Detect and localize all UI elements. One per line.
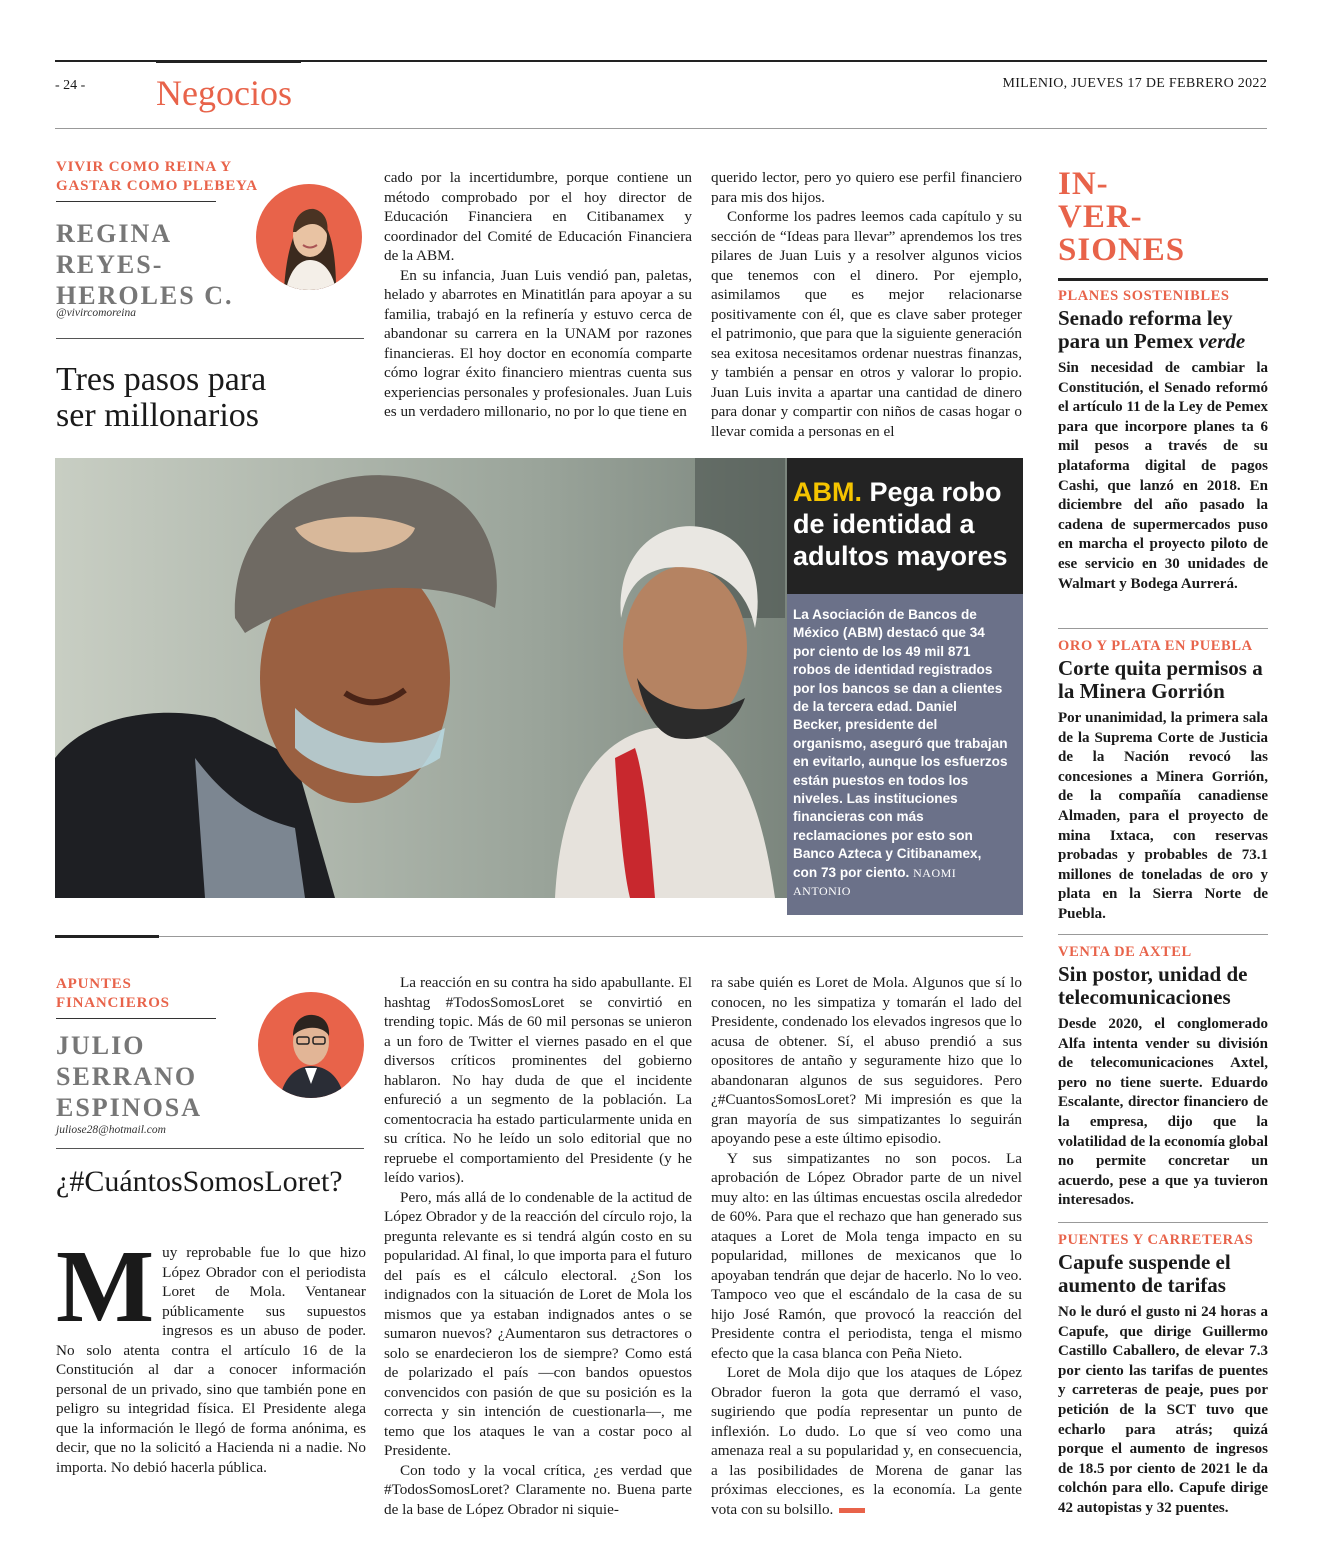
article-headline: Tres pasos para ser millonarios xyxy=(56,361,267,434)
photo-credit: NAOMI ANTONIO xyxy=(793,865,957,899)
article-column-2 xyxy=(711,168,1022,438)
rail-title: IN- VER- SIONES xyxy=(1058,166,1186,268)
author-avatar xyxy=(258,992,364,1098)
header-rule xyxy=(55,128,1267,129)
paragraph: En su infancia, Juan Luis vendió pan, paletas, helado y abarrotes en Minatitlán para apoyar a su familia, trabajó en la refinería y estuvo cerca de abandonar su carrera en la UNAM por razones financieras. El hoy doctor en economía comparte cómo lograr éxito financiero mientras cuenta sus experiencias personales y profesionales. Juan Luis es un verdadero millonario, no por lo que tiene en xyxy=(384,266,692,420)
rail-rule xyxy=(1058,934,1268,935)
rail-item: PLANES SOSTENIBLES Senado reforma ley para un Pemex verde Sin necesidad de cambiar la Constitución, el Senado reformó el artículo 11 de la Ley de Pemex para que incorpore planes ta 6 mil pesos a través de su plataforma digital de pagos Cashi, que lanzó en 2018. En diciembre del año pasado la cadena de supermercados puso en marcha el proyecto piloto de ese servicio en 30 unidades de Walmart y Bodega Aurrerá. xyxy=(1058,288,1268,592)
kicker-rule xyxy=(56,201,216,202)
drop-cap: M xyxy=(56,1243,155,1344)
paragraph: La reacción en su contra ha sido apabullante. El hashtag #TodosSomosLoret se convirtió en trending topic. Más de 60 mil personas se unieron a un foro de Twitter el viernes pasado en el que diversos críticos prominentes del gobierno hablaron. No hay duda de que el incidente enfureció a un segmento de la población. La comentocracia ha estado particularmente unida en su crítica. No he leído un solo editorial que no repruebe el comportamiento del Presidente (y he leído varios). xyxy=(384,974,692,1186)
rail-item: VENTA DE AXTEL Sin postor, unidad de telecomunicaciones Desde 2020, el conglomerado Alfa intenta vender su división de telecomunicaciones Axtel, pero no tiene suerte. Eduardo Escalante, director financiero de la empresa, dijo que la volatilidad de la economía global no permite concretar un acuerdo, pese a que ya tuvieron interesados. xyxy=(1058,944,1268,1209)
paragraph: Y sus simpatizantes no son pocos. La aprobación de López Obrador parte de un nivel muy alto: en las últimas encuestas oscila alrededor de 60%. Para que el rechazo que han generado sus ataques a Loret de Mola tenga impacto en su popularidad, millones de mexicanos que lo apoyaban tendrán que dejar de hacerlo. No lo veo. Tampoco veo que el escándalo de la casa de su hijo José Ramón, que provocó la reacción del Presidente contra el periodista, tenga el mismo efecto que la casa blanca con Peña Nieto. xyxy=(711,1149,1022,1362)
byline-rule xyxy=(56,1148,364,1149)
rail-item: PUENTES Y CARRETERAS Capufe suspende el aumento de tarifas No le duró el gusto ni 24 horas a Capufe, que dirige Guillermo Castillo Caballero, de elevar 7.3 por ciento las tarifas de puentes y carreteras de peaje, pues por petición de la SCT tuvo que echarlo para atrás; quizá porque el aumento de ingresos de 18.5 por ciento de 2021 le da colchón para ello. Capufe dirige 42 autopistas y 32 puentes. xyxy=(1058,1232,1268,1516)
article-column-1 xyxy=(384,168,692,438)
rail-item: ORO Y PLATA EN PUEBLA Corte quita permisos a la Minera Gorrión Por unanimidad, la primera sala de la Suprema Corte de Justicia de la Nación revocó las concesiones a Minera Gorrión, de la compañía canadiense Almaden, para el proyecto de mina Ixtaca, con reservas probadas y probables de 73.1 millones de toneladas de oro y plata en la Sierra Norte de Puebla. xyxy=(1058,638,1268,922)
paragraph: Conforme los padres leemos cada capítulo y su sección de “Ideas para llevar” aprendemos los tres pilares de Juan Luis y a resolver algunos vicios que tenemos con el dinero. Por ejemplo, asimilamos que es mejor relacionarse positivamente con él, que es clave saber proteger el patrimonio, que para que la siguiente generación sea exitosa necesitamos ordenar nuestras finanzas, y también a pensar en otros y valorar lo propio. Juan Luis invita a apartar una cantidad de dinero para donar y compartir con niños de casas hogar o llevar comida a personas en el xyxy=(711,208,1022,438)
section-name: Negocios xyxy=(156,73,292,113)
rail-rule xyxy=(1058,628,1268,629)
caption-title: ABM. Pega robo de identidad a adultos mayores xyxy=(787,458,1023,594)
lead-text: uy reprobable fue lo que hizo López Obrador con el periodista Loret de Mola. Ventanear públicamente sus supuestos ingresos es un abuso de poder. No solo atenta contra el artículo 16 de la Constitución al dar a conocer información personal de un privado, sino que también pone en peligro su integridad física. El Presidente alega que la información le llegó de forma anónima, es decir, que no la solicitó a Hacienda ni a nadie. No importa. No debió hacerla pública. xyxy=(56,1244,366,1476)
column-kicker: APUNTES FINANCIEROS xyxy=(56,976,170,1011)
article-headline: ¿#CuántosSomosLoret? xyxy=(56,1165,343,1198)
paragraph: ra sabe quién es Loret de Mola. Algunos que sí lo conocen, no les simpatiza y tomarán el lado del Presidente, condenado los elevados ingresos que lo acusa de obtener. Sí, el abuso prendió a sus opositores de antaño y seguramente hizo que lo abandonaran algunos de sus seguidores. Pero ¿#CuantosSomosLoret? Mi impresión es que la gran mayoría de sus simpatizantes lo seguirán apoyando pese a este último episodio. xyxy=(711,974,1022,1147)
page-number: - 24 - xyxy=(55,78,86,93)
paragraph: cado por la incertidumbre, porque contiene un método comprobado por el hoy director de Educación Financiera en Citibanamex y coordinador del Comité de Educación Financiera de la ABM. xyxy=(384,169,692,264)
rail-rule xyxy=(1058,1222,1268,1223)
author-handle[interactable]: @vivircomoreina xyxy=(56,307,136,319)
paragraph: Loret de Mola dijo que los ataques de López Obrador fueron la gota que derramó el vaso, sugiriendo que podía representar un punto de inflexión. Lo dudo. Lo que sí veo como una amenaza real a su popularidad y, en consecuencia, a las posibilidades de Morena de ganar las próximas elecciones, es la economía. La gente vota con su bolsillo. xyxy=(711,1364,1022,1518)
end-mark xyxy=(839,1508,865,1513)
dateline: MILENIO, JUEVES 17 DE FEBRERO 2022 xyxy=(1002,76,1267,91)
byline-rule xyxy=(56,338,364,339)
paragraph: Pero, más allá de lo condenable de la actitud de López Obrador y de la reacción del círculo rojo, la pregunta relevante es si tendrá algún costo en su popularidad. Al final, lo que importa para el futuro del país es el cálculo electoral. ¿Son los indignados con la situación de Loret de Mola los mismos que ya estaban indignados antes o se sumaron nuevos? ¿Aumentaron sus detractores o solo se enardecieron los de siempre? Como está de polarizado el país —con bandos opuestos convencidos con pasión de que su posición es la correcta y sin intención de cuestionarla—, me temo que los ataques le van a costar poco al Presidente. xyxy=(384,1188,692,1459)
divider-tick xyxy=(55,935,159,938)
section-divider xyxy=(55,936,1023,937)
paragraph: Con todo y la vocal crítica, ¿es verdad que #TodosSomosLoret? Claramente no. Buena parte de la base de López Obrador ni siquie- xyxy=(384,1461,692,1518)
author-name: JULIO SERRANO ESPINOSA xyxy=(56,1031,203,1122)
paragraph: querido lector, pero yo quiero ese perfil financiero para mis dos hijos. xyxy=(711,169,1022,206)
rail-rule xyxy=(1058,278,1268,281)
kicker-rule xyxy=(56,1018,216,1019)
article-column-4 xyxy=(711,973,1022,1523)
article-lead xyxy=(56,1243,366,1523)
caption-body: La Asociación de Bancos de México (ABM) destacó que 34 por ciento de los 49 mil 871 robos de identidad registrados por los bancos se dan a clientes de la tercera edad. Daniel Becker, presidente del organismo, aseguró que trabajan en evitarlo, aunque los esfuerzos están puestos en todos los niveles. Las instituciones financieras con más reclamaciones por esto son Banco Azteca y Citibanamex, con 73 por ciento. NAOMI ANTONIO xyxy=(787,594,1023,915)
author-avatar xyxy=(256,184,362,290)
author-name: REGINA REYES- HEROLES C. xyxy=(56,219,234,310)
section-tick xyxy=(156,60,301,63)
author-email[interactable]: juliose28@hotmail.com xyxy=(56,1124,166,1136)
photo-caption-box xyxy=(787,458,1023,898)
article-column-3 xyxy=(384,973,692,1523)
column-kicker: VIVIR COMO REINA Y GASTAR COMO PLEBEYA xyxy=(56,159,258,194)
